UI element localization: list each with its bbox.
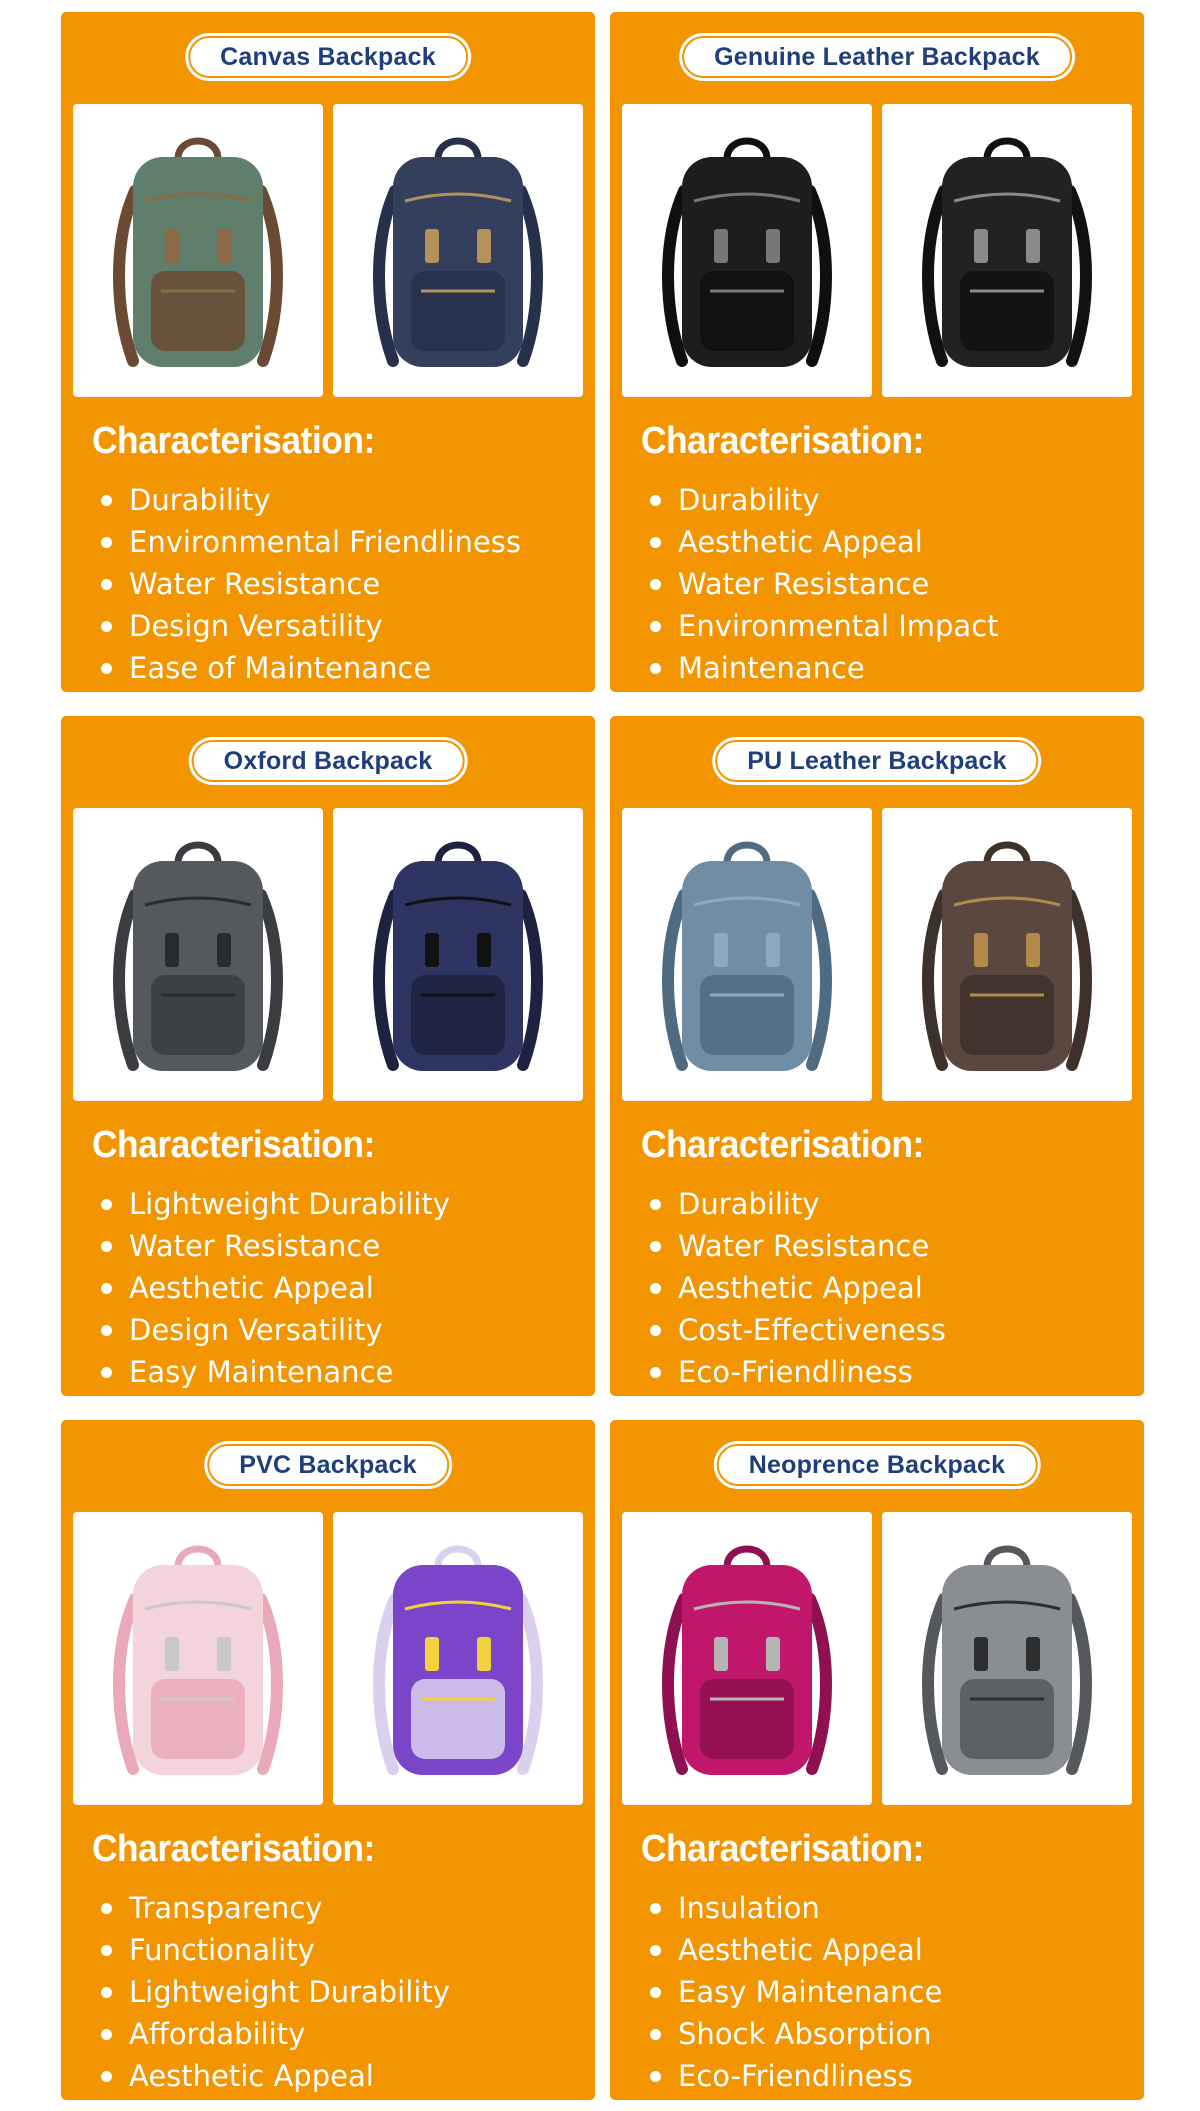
feature-item bbox=[650, 2055, 942, 2097]
feature-label: Aesthetic Appeal bbox=[678, 1933, 923, 1967]
feature-label: Insulation bbox=[678, 1891, 820, 1925]
bullet-icon bbox=[650, 1241, 661, 1252]
product-photo bbox=[333, 104, 583, 397]
feature-label: Aesthetic Appeal bbox=[129, 2059, 374, 2093]
feature-label: Aesthetic Appeal bbox=[129, 1271, 374, 1305]
bullet-icon bbox=[650, 621, 661, 632]
feature-label: Lightweight Durability bbox=[129, 1187, 450, 1221]
feature-label: Environmental Friendliness bbox=[129, 525, 521, 559]
bullet-icon bbox=[101, 1945, 112, 1956]
feature-item bbox=[101, 563, 521, 605]
feature-list bbox=[650, 1887, 942, 2097]
backpack-icon bbox=[93, 121, 303, 381]
feature-item bbox=[101, 647, 521, 689]
feature-label: Cost-Effectiveness bbox=[678, 1313, 946, 1347]
feature-item bbox=[101, 479, 521, 521]
card-title: Canvas Backpack bbox=[188, 36, 468, 78]
feature-label: Affordability bbox=[129, 2017, 306, 2051]
feature-label: Aesthetic Appeal bbox=[678, 1271, 923, 1305]
characterisation-heading: Characterisation: bbox=[641, 1828, 924, 1870]
bullet-icon bbox=[650, 1987, 661, 1998]
feature-label: Ease of Maintenance bbox=[129, 651, 432, 685]
backpack-icon bbox=[642, 1529, 852, 1789]
backpack-icon bbox=[93, 1529, 303, 1789]
backpack-icon bbox=[642, 825, 852, 1085]
feature-label: Eco-Friendliness bbox=[678, 2059, 913, 2093]
feature-item bbox=[650, 1225, 946, 1267]
feature-item bbox=[101, 2055, 450, 2097]
bullet-icon bbox=[101, 1903, 112, 1914]
backpack-icon bbox=[353, 121, 563, 381]
feature-item bbox=[101, 1971, 450, 2013]
feature-list bbox=[101, 1887, 450, 2097]
bullet-icon bbox=[650, 1903, 661, 1914]
product-photo bbox=[882, 104, 1132, 397]
bullet-icon bbox=[650, 1199, 661, 1210]
feature-list bbox=[101, 1183, 450, 1393]
material-card-1 bbox=[61, 12, 595, 692]
feature-item bbox=[101, 1887, 450, 1929]
product-photo bbox=[333, 808, 583, 1101]
feature-item bbox=[650, 2013, 942, 2055]
bullet-icon bbox=[101, 1241, 112, 1252]
feature-item bbox=[101, 521, 521, 563]
feature-item bbox=[101, 1267, 450, 1309]
bullet-icon bbox=[650, 1367, 661, 1378]
bullet-icon bbox=[101, 1283, 112, 1294]
feature-label: Water Resistance bbox=[129, 1229, 381, 1263]
material-card-4 bbox=[610, 716, 1144, 1396]
feature-item bbox=[101, 1309, 450, 1351]
bullet-icon bbox=[101, 663, 112, 674]
card-title: PVC Backpack bbox=[207, 1444, 449, 1486]
feature-item bbox=[101, 605, 521, 647]
feature-item bbox=[650, 1971, 942, 2013]
photo-row bbox=[622, 1512, 1132, 1805]
material-card-3 bbox=[61, 716, 595, 1396]
bullet-icon bbox=[650, 2029, 661, 2040]
photo-row bbox=[73, 1512, 583, 1805]
feature-item bbox=[650, 605, 999, 647]
characterisation-heading: Characterisation: bbox=[92, 1124, 375, 1166]
characterisation-heading: Characterisation: bbox=[92, 420, 375, 462]
backpack-icon bbox=[93, 825, 303, 1085]
characterisation-heading: Characterisation: bbox=[641, 420, 924, 462]
feature-item bbox=[650, 563, 999, 605]
bullet-icon bbox=[101, 1367, 112, 1378]
bullet-icon bbox=[650, 2071, 661, 2082]
feature-label: Functionality bbox=[129, 1933, 315, 1967]
backpack-icon bbox=[902, 121, 1112, 381]
feature-label: Eco-Friendliness bbox=[678, 1355, 913, 1389]
feature-label: Transparency bbox=[129, 1891, 323, 1925]
backpack-icon bbox=[902, 1529, 1112, 1789]
feature-label: Water Resistance bbox=[129, 567, 381, 601]
feature-item bbox=[101, 1183, 450, 1225]
feature-label: Water Resistance bbox=[678, 567, 930, 601]
feature-list bbox=[650, 1183, 946, 1393]
feature-label: Shock Absorption bbox=[678, 2017, 932, 2051]
bullet-icon bbox=[101, 2029, 112, 2040]
feature-item bbox=[650, 1929, 942, 1971]
product-photo bbox=[73, 104, 323, 397]
feature-label: Design Versatility bbox=[129, 609, 383, 643]
bullet-icon bbox=[650, 579, 661, 590]
product-photo bbox=[73, 1512, 323, 1805]
feature-label: Aesthetic Appeal bbox=[678, 525, 923, 559]
product-photo bbox=[622, 1512, 872, 1805]
feature-label: Water Resistance bbox=[678, 1229, 930, 1263]
card-title: Neoprence Backpack bbox=[717, 1444, 1038, 1486]
material-card-6 bbox=[610, 1420, 1144, 2100]
feature-item bbox=[650, 521, 999, 563]
bullet-icon bbox=[650, 1325, 661, 1336]
bullet-icon bbox=[650, 1945, 661, 1956]
bullet-icon bbox=[101, 495, 112, 506]
material-card-5 bbox=[61, 1420, 595, 2100]
feature-item bbox=[650, 1351, 946, 1393]
bullet-icon bbox=[101, 537, 112, 548]
card-title: Genuine Leather Backpack bbox=[682, 36, 1072, 78]
bullet-icon bbox=[650, 537, 661, 548]
product-photo bbox=[622, 104, 872, 397]
bullet-icon bbox=[650, 663, 661, 674]
photo-row bbox=[73, 104, 583, 397]
feature-item bbox=[101, 1225, 450, 1267]
feature-item bbox=[650, 647, 999, 689]
feature-label: Environmental Impact bbox=[678, 609, 999, 643]
photo-row bbox=[622, 808, 1132, 1101]
product-photo bbox=[333, 1512, 583, 1805]
bullet-icon bbox=[101, 579, 112, 590]
feature-label: Easy Maintenance bbox=[129, 1355, 394, 1389]
feature-label: Easy Maintenance bbox=[678, 1975, 943, 2009]
bullet-icon bbox=[101, 2071, 112, 2082]
feature-label: Lightweight Durability bbox=[129, 1975, 450, 2009]
feature-item bbox=[650, 1887, 942, 1929]
characterisation-heading: Characterisation: bbox=[92, 1828, 375, 1870]
backpack-material-grid bbox=[61, 12, 1144, 2100]
bullet-icon bbox=[101, 1987, 112, 1998]
photo-row bbox=[73, 808, 583, 1101]
characterisation-heading: Characterisation: bbox=[641, 1124, 924, 1166]
bullet-icon bbox=[101, 1199, 112, 1210]
feature-list bbox=[101, 479, 521, 689]
card-title: PU Leather Backpack bbox=[715, 740, 1038, 782]
backpack-icon bbox=[642, 121, 852, 381]
photo-row bbox=[622, 104, 1132, 397]
product-photo bbox=[882, 808, 1132, 1101]
backpack-icon bbox=[353, 1529, 563, 1789]
feature-item bbox=[101, 1351, 450, 1393]
product-photo bbox=[622, 808, 872, 1101]
feature-item bbox=[101, 1929, 450, 1971]
bullet-icon bbox=[650, 495, 661, 506]
backpack-icon bbox=[353, 825, 563, 1085]
product-photo bbox=[73, 808, 323, 1101]
bullet-icon bbox=[650, 1283, 661, 1294]
feature-item bbox=[650, 1183, 946, 1225]
feature-item bbox=[650, 1267, 946, 1309]
bullet-icon bbox=[101, 621, 112, 632]
feature-label: Durability bbox=[129, 483, 271, 517]
material-card-2 bbox=[610, 12, 1144, 692]
feature-item bbox=[101, 2013, 450, 2055]
card-title: Oxford Backpack bbox=[192, 740, 465, 782]
backpack-icon bbox=[902, 825, 1112, 1085]
product-photo bbox=[882, 1512, 1132, 1805]
feature-item bbox=[650, 1309, 946, 1351]
feature-label: Durability bbox=[678, 1187, 820, 1221]
feature-list bbox=[650, 479, 999, 689]
feature-label: Durability bbox=[678, 483, 820, 517]
bullet-icon bbox=[101, 1325, 112, 1336]
feature-label: Maintenance bbox=[678, 651, 865, 685]
feature-label: Design Versatility bbox=[129, 1313, 383, 1347]
feature-item bbox=[650, 479, 999, 521]
